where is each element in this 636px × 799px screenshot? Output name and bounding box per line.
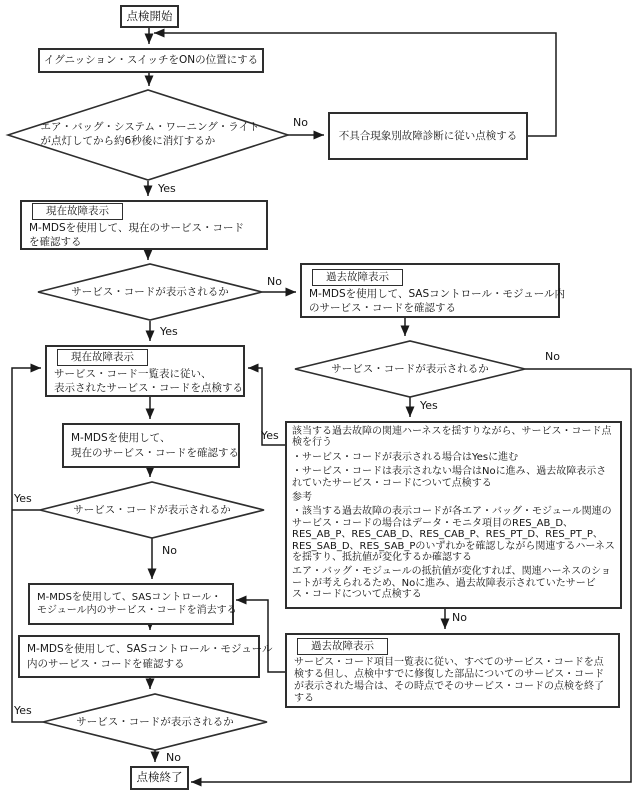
past-fault-display-step-1	[300, 263, 566, 318]
branch-no-code-past: No	[545, 350, 560, 363]
confirm-sas-code-step	[18, 635, 273, 678]
current2-line1: サービス・コード一覧表に従い、	[54, 368, 212, 381]
branch-yes-code1: Yes	[160, 325, 178, 338]
ignition-step	[38, 48, 264, 73]
branch-no-code2: No	[162, 544, 177, 557]
branch-yes-code-past: Yes	[420, 399, 438, 412]
end-node	[130, 766, 189, 790]
erase-line2: モジュール内のサービス・コードを消去する	[37, 605, 237, 616]
decision-code-recheck-label: サービス・コードが表示されるか	[73, 503, 231, 516]
end-label: 点検終了	[136, 770, 183, 785]
harness-check-notes	[285, 421, 622, 609]
notes-paragraph-2: ・サービス・コードが表示される場合はYesに進む	[292, 451, 519, 463]
confirm-current-line2: 現在のサービス・コードを確認する	[71, 446, 239, 459]
past1-line2: のサービス・コードを確認する	[309, 301, 456, 314]
decision-code-current-label: サービス・コードが表示されるか	[71, 285, 229, 298]
decision-code-final-label: サービス・コードが表示されるか	[76, 715, 234, 728]
branch-yes-code3: Yes	[14, 704, 32, 717]
current1-line1: M-MDSを使用して、現在のサービス・コード	[29, 222, 244, 235]
warning-line1: エア・バッグ・システム・ワーニング・ライト	[40, 120, 260, 133]
confirm-current-line1: M-MDSを使用して、	[71, 432, 171, 445]
erase-line1: M-MDSを使用して、SASコントロール・	[37, 591, 222, 603]
confirm-sas-line1: M-MDSを使用して、SASコントロール・モジュール	[27, 643, 273, 656]
branch-yes-code2: Yes	[14, 492, 32, 505]
past-fault-tag-2: 過去故障表示	[297, 638, 388, 655]
decision-code-past-label: サービス・コードが表示されるか	[331, 362, 489, 375]
branch-no-warning: No	[293, 116, 308, 129]
branch-no-code3: No	[166, 751, 181, 764]
branch-yes-notes-loop: Yes	[261, 429, 279, 442]
current-fault-display-step-1	[20, 200, 268, 250]
current1-line2: を確認する	[29, 236, 82, 249]
past-fault-display-step-2	[285, 633, 620, 708]
past-fault-tag-1: 過去故障表示	[312, 269, 403, 286]
ignition-label: イグニッション・スイッチをONの位置にする	[43, 54, 259, 67]
notes-paragraph-3: ・サービス・コードは表示されない場合はNoに進み、過去故障表示されていたサービス・コードについて点検する	[292, 466, 607, 489]
notes-paragraph-4: 参考	[292, 491, 312, 503]
confirm-current-code-step	[62, 423, 240, 468]
erase-code-step	[28, 583, 237, 625]
past1-line1: M-MDSを使用して、SASコントロール・モジュール内	[309, 287, 566, 300]
branch-yes-warning: Yes	[158, 182, 176, 195]
current-fault-tag-1: 現在故障表示	[32, 203, 123, 220]
past2-body: サービス・コード項目一覧表に従い、すべてのサービス・コードを点検する但し、点検中すでに修復した部品についてのサービス・コードが表示された場合は、その時点でそのサービス・コードの点検を終了する	[294, 656, 605, 705]
fault-diagnosis-label: 不具合現象別故障診断に従い点検する	[338, 129, 518, 142]
notes-paragraph-6: エア・バッグ・モジュールの抵抗値が変化すれば、関連ハーネスのショートが考えられるため、Noに進み、過去故障表示されていたサービス・コードについて点検する	[292, 566, 611, 601]
notes-paragraph-5: ・該当する過去故障の表示コードが各エア・バッグ・モジュール関連のサービス・コードの場合はデータ・モニタ項目のRES_AB_D、RES_AB_P、RES_CAB_D、RES_CAB_P、RES_PT_D、RES_PT_P、RES_SAB_D、RES_SAB_Pのいずれかを確認しながら関連するハーネスを揺すり、抵抗値が変化するか確認する	[292, 506, 615, 563]
confirm-sas-line2: 内のサービス・コードを確認する	[27, 657, 185, 670]
current-fault-tag-2: 現在故障表示	[57, 349, 148, 366]
notes-paragraph-1: 該当する過去故障の関連ハーネスを揺すりながら、サービス・コード点検を行う	[292, 426, 612, 449]
start-label: 点検開始	[126, 8, 173, 23]
current2-line2: 表示されたサービス・コードを点検する	[54, 382, 243, 395]
start-node	[120, 5, 179, 28]
fault-diagnosis-step	[328, 112, 528, 160]
warning-line2: が点灯してから約6秒後に消灯するか	[40, 135, 216, 147]
branch-no-code1: No	[267, 275, 282, 288]
branch-no-notes: No	[452, 611, 467, 624]
decision-warning-light-label	[41, 120, 260, 148]
current-fault-display-step-2	[45, 345, 245, 397]
